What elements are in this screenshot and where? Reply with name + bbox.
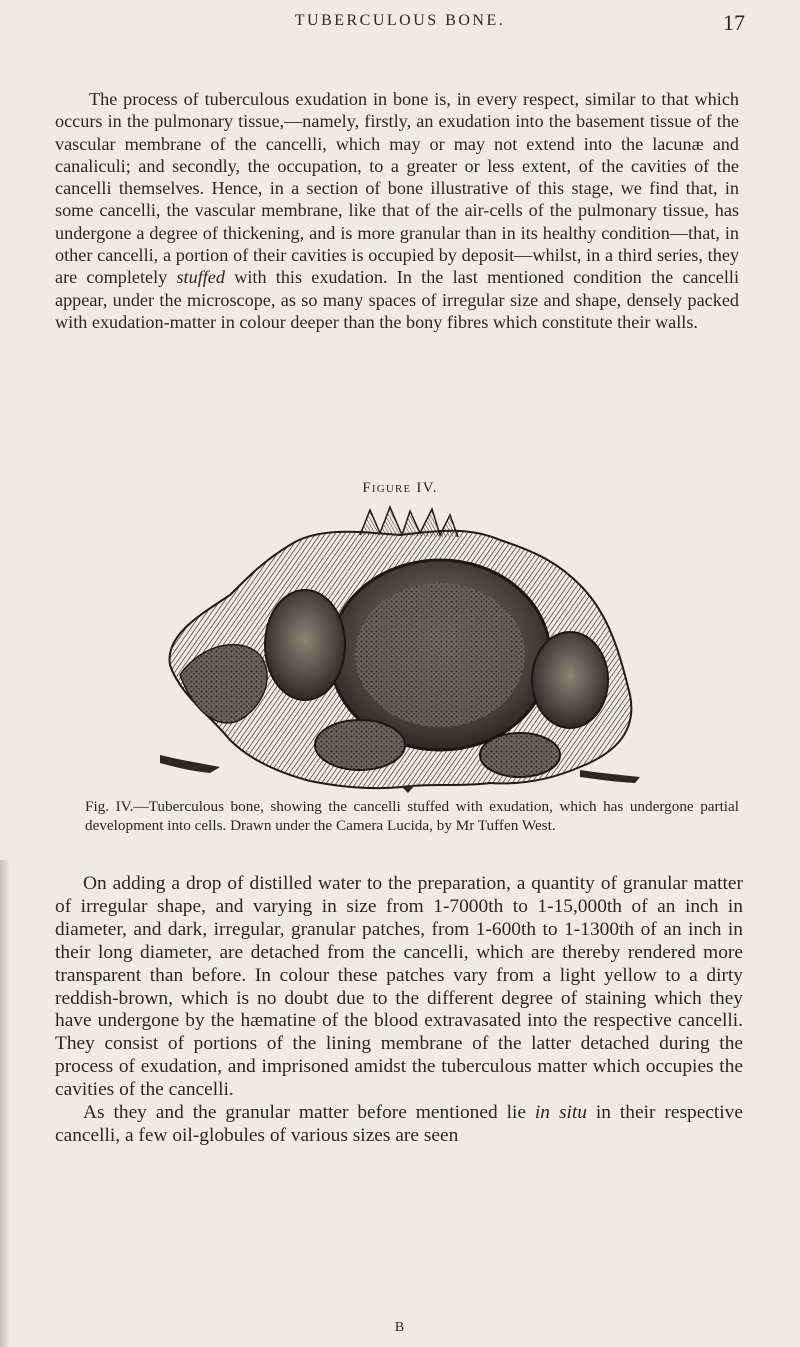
bone-cancelli-illustration bbox=[140, 505, 660, 795]
paragraph-3-text-end: in their respective cancelli, a few oil-globules of various sizes are seen bbox=[55, 1102, 743, 1146]
body-text-lower bbox=[55, 873, 743, 1148]
running-head: TUBERCULOUS BONE. bbox=[294, 12, 506, 29]
figure-caption-text: Fig. IV.—Tuberculous bone, showing the cancelli stuffed with exudation, which has undergone partial development into cells. Drawn under the Camera Lucida, by Mr Tuffen West. bbox=[85, 798, 739, 834]
paragraph-oil-globules bbox=[55, 1102, 743, 1148]
italic-stuffed: stuffed bbox=[176, 267, 225, 288]
figure-title: Figure IV. bbox=[362, 480, 438, 496]
paragraph-1-text: The process of tuberculous exudation in bone is, in every respect, similar to that which occurs in the pulmonary tissue,—namely, firstly, an exudation into the basement tissue of the vascular membrane of the cancelli, which may or may not extend into the lacunæ and canaliculi; and secondly, the occupation, to a greater or less extent, of the cavities of the cancelli themselves. Hence, in a section of bone illustrative of this stage, we find that, in some cancelli, the vascular membrane, like that of the air-cells of the pulmonary tissue, has undergone a degree of thickening, and is more granular than in its healthy condition—that, in other cancelli, a portion of their cavities is occupied by deposit—whilst, in a third series, they are completely bbox=[55, 89, 739, 288]
italic-in-situ: in situ bbox=[534, 1102, 587, 1124]
paragraph-3-text: As they and the granular matter before mentioned lie bbox=[83, 1102, 526, 1124]
paragraph-1-text-end: with this exudation. In the last mentioned condition the cancelli appear, under the microscope, as so many spaces of irregular size and shape, densely packed with exudation-matter in colour deeper than the bony fibres which constitute their walls. bbox=[55, 267, 739, 332]
binding-shadow bbox=[0, 860, 10, 1347]
paragraph-exudation-process bbox=[55, 88, 739, 333]
page-number: 17 bbox=[723, 10, 745, 35]
figure-caption bbox=[55, 797, 739, 835]
paragraph-distilled-water: On adding a drop of distilled water to the preparation, a quantity of granular matter of irregular shape, and varying in size from 1-7000th to 1-15,000th of an inch in diameter, and dark, irregular, granular patches, from 1-600th to 1-1300th of an inch in their long diameter, are detached from the cancelli, which are thereby rendered more transparent than before. In colour these patches vary from a light yellow to a dirty reddish-brown, which is no doubt due to the different degree of staining which they have undergone by the hæmatine of the blood extravasated into the respective cancelli. They consist of portions of the lining membrane of the latter detached during the process of exudation, and imprisoned amidst the tuberculous matter which occupies the cavities of the cancelli. bbox=[55, 873, 743, 1101]
signature-mark: B bbox=[394, 1320, 406, 1335]
page-header bbox=[55, 10, 745, 40]
